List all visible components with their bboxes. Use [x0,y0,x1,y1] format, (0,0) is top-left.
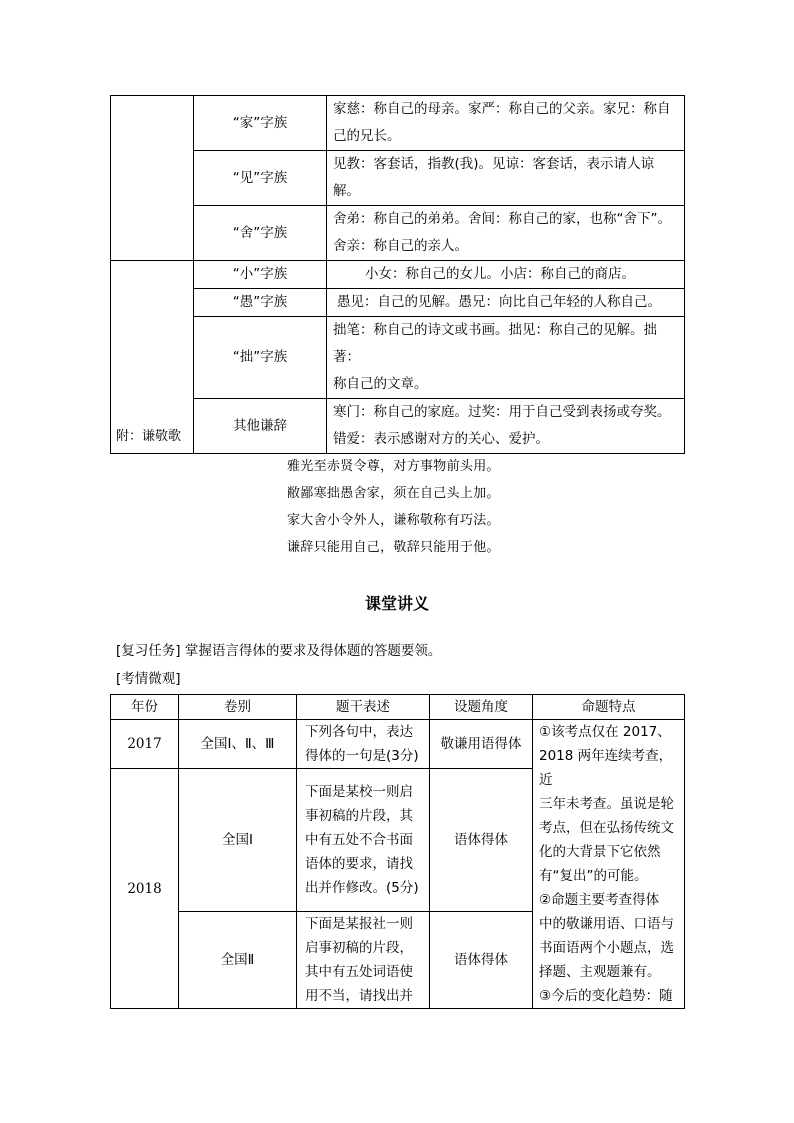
table-row [111,96,685,151]
header-paper: 卷别 [179,695,297,720]
explanation: 小女：称自己的女儿。小店：称自己的商店。 [327,261,685,289]
stem-cell: 下面是某报社一则 启事初稿的片段， 其中有五处词语使 用不当，请找出并 [297,912,430,1009]
table-row [111,261,685,289]
word-family: “家”字族 [194,96,327,151]
header-stem: 题干表述 [297,695,430,720]
stem-cell: 下列各句中，表达 得体的一句是(3分) [297,720,430,769]
word-family: “舍”字族 [194,206,327,261]
table-row [111,317,685,399]
table-row [111,399,685,454]
exam-overview-label: [考情微观] [116,671,181,687]
word-family: “愚”字族 [194,289,327,317]
word-family: “拙”字族 [194,317,327,399]
category-cell [111,96,194,261]
word-family: “小”字族 [194,261,327,289]
table-header-row [111,695,685,720]
paper-cell: 全国Ⅱ [179,912,297,1009]
explanation: 拙笔：称自己的诗文或书画。拙见：称自己的见解。拙著： 称自己的文章。 [327,317,685,399]
header-year: 年份 [111,695,179,720]
explanation: 见教：客套话，指教(我)。见谅：客套话，表示请人谅解。 [327,151,685,206]
table-row [111,289,685,317]
humble-words-table [110,95,685,454]
header-angle: 设题角度 [430,695,533,720]
explanation: 舍弟：称自己的弟弟。舍间：称自己的家，也称“舍下”。 舍亲：称自己的亲人。 [327,206,685,261]
header-features: 命题特点 [533,695,685,720]
explanation: 愚见：自己的见解。愚兄：向比自己年轻的人称自己。 [327,289,685,317]
poem-line: 敝鄙寒拙愚舍家，须在自己头上加。 [287,486,500,501]
paper-cell: 全国Ⅰ、Ⅱ、Ⅲ [179,720,297,769]
stem-cell: 下面是某校一则启 事初稿的片段，其 中有五处不合书面 语体的要求，请找 出并作修改。(5分) [297,769,430,912]
explanation: 家慈：称自己的母亲。家严：称自己的父亲。家兄：称自 己的兄长。 [327,96,685,151]
poem-line: 谦辞只能用自己，敬辞只能用于他。 [287,540,500,555]
review-task-tag: [复习任务] [116,643,181,659]
angle-cell: 语体得体 [430,769,533,912]
review-task-text: 掌握语言得体的要求及得体题的答题要领。 [184,643,442,659]
year-cell: 2018 [111,769,179,1009]
section-title: 课堂讲义 [364,594,429,613]
features-cell: ①该考点仅在 2017、 2018 两年连续考查，近 三年未考查。虽说是轮 考点，但在弘扬传统文 化的大背景下它依然 有“复出”的可能。 ②命题主要考查得体 中的敬谦用语、口语与 书面语两个小题点，选 择题、主观题兼有。 ③今后的变化趋势：随 [533,720,685,1009]
paper-cell: 全国Ⅰ [179,769,297,912]
poem-line: 雅光至赤贤令尊，对方事物前头用。 [287,459,500,474]
poem-line: 家大舍小令外人，谦称敬称有巧法。 [287,513,500,528]
review-task [116,639,441,659]
angle-cell: 语体得体 [430,912,533,1009]
appendix-label: 附：谦敬歌 [116,429,182,444]
table-row [111,206,685,261]
explanation: 寒门：称自己的家庭。过奖：用于自己受到表扬或夸奖。 错爱：表示感谢对方的关心、爱护。 [327,399,685,454]
word-family: 其他谦辞 [194,399,327,454]
exam-overview-table [110,694,685,1009]
table-row [111,720,685,769]
word-family: “见”字族 [194,151,327,206]
year-cell: 2017 [111,720,179,769]
angle-cell: 敬谦用语得体 [430,720,533,769]
table-row [111,151,685,206]
